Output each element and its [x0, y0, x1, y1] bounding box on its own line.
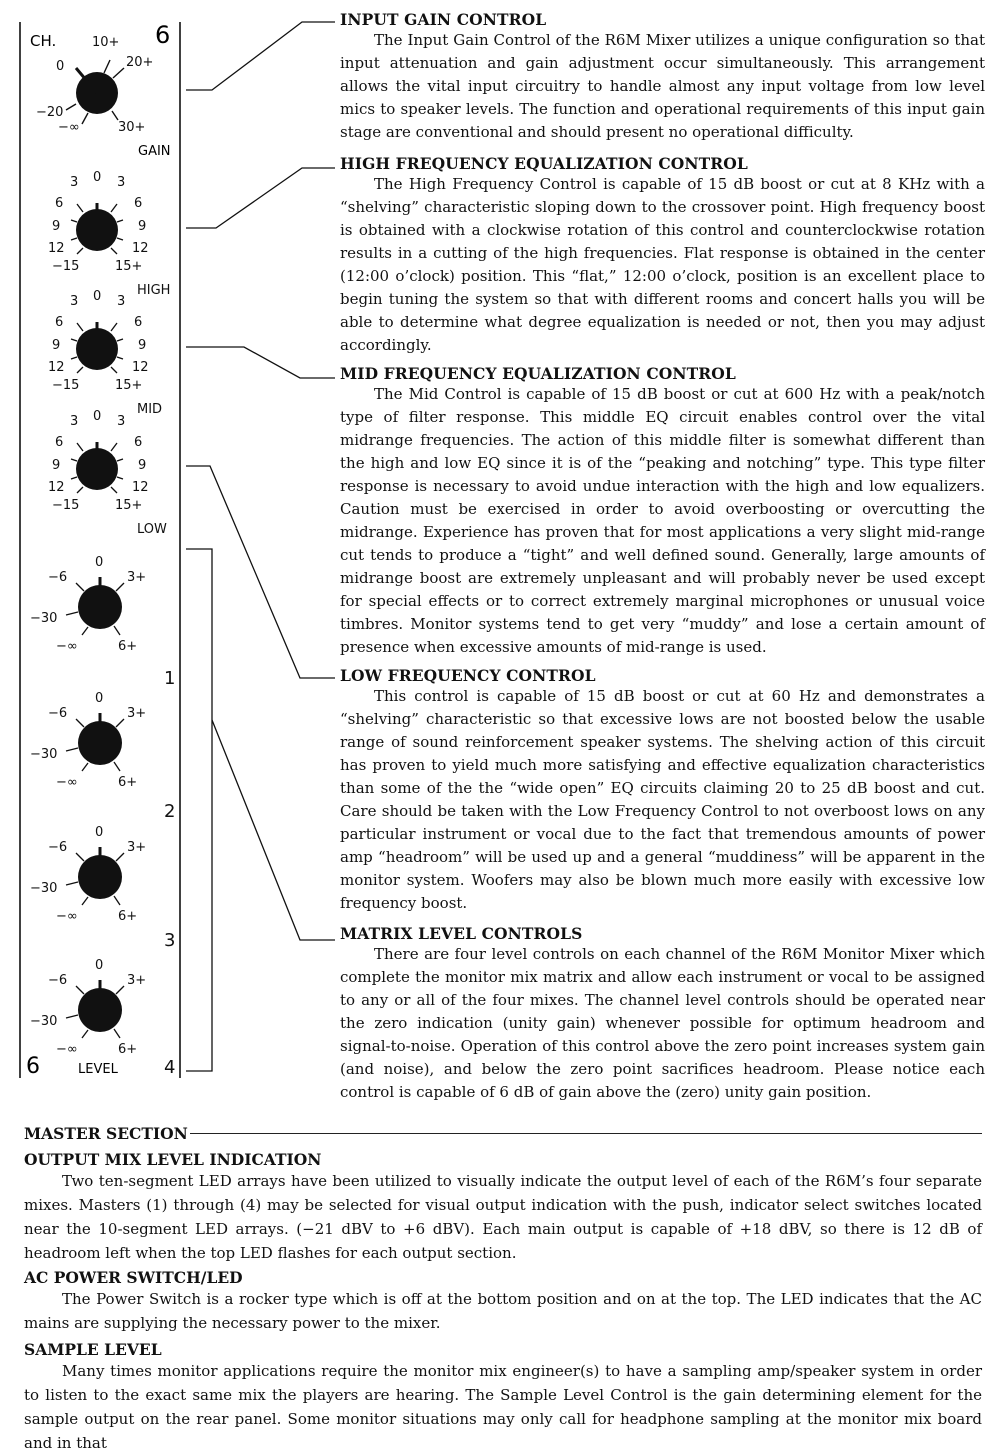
sample-level-title: SAMPLE LEVEL [24, 1340, 162, 1359]
high-eq-title: HIGH FREQUENCY EQUALIZATION CONTROL [340, 154, 748, 173]
master-section-rule [190, 1133, 982, 1134]
low-eq-body: This control is capable of 15 dB boost or cut at 60 Hz and demonstrates a “shelving” characteristic so that excessive lows are not boosted below the usable range of sound reinforcement speaker systems. The shelving action of this circuit has proven to yield much more satisfying and effective equalization characteristics than some of the the “wide open” EQ circuits claiming 20 to 25 dB boost and cut. Care should be taken with the Low Frequency Control to not overboost lows on any particular instrument or vocal due to the fact that tremendous amounts of power amp “headroom” will be used up and a general “muddiness” will be apparent in the monitor system. Woofers may also be blown much more easily with excessive low frequency boost. [340, 687, 985, 912]
eq-high-tick-left1: 6 [55, 196, 64, 211]
eq-mid-tick-left2: 9 [52, 338, 61, 353]
eq-mid-tick-right2: 9 [138, 338, 147, 353]
eq-low-tick-bottom-left: −15 [52, 498, 80, 513]
mid-eq-body: The Mid Control is capable of 15 dB boost or cut at 600 Hz with a peak/notch type of filter response. This middle EQ circuit enables control over the vital midrange frequencies. The action of this middle filter is somewhat different than the high and low EQ since it is of the “peaking and notching” type. This type filter response is necessary to avoid undue interaction with the high and low equalizers. Caution must be exercised in order to avoid overboosting or overcutting the midrange. Experience has proven that for most applications a very slight mid-range cut tends to produce a “tight” and well defined sound. Generally, large amounts of midrange boost are extremely unpleasant and will probably never be used except for special effects or to correct extremely marginal microphones or unusual voice timbres. Monitor systems tend to get very “muddy” and lose a certain amount of presence when excessive amounts of mid-range is used. [340, 385, 985, 656]
eq-high-tick-right2: 9 [138, 219, 147, 234]
section-ac-power [24, 1268, 982, 1335]
level-4-tick-left: −30 [30, 1014, 58, 1029]
level-1-tick-upper-right: 3+ [127, 570, 147, 585]
gain-tick-10: 10+ [92, 35, 120, 50]
callout-leaders [186, 22, 335, 1071]
section-input-gain [340, 10, 985, 144]
level-2-tick-left: −30 [30, 747, 58, 762]
eq-mid-tick-left3: 12 [48, 360, 65, 375]
output-mix-body: Two ten-segment LED arrays have been utilized to visually indicate the output level of each of the R6M’s four separate mixes. Masters (1) through (4) may be selected for visual output indication with the push, indicator select switches located near the 10-segment LED arrays. (−21 dBV to +6 dBV). Each main output is capable of +18 dBV, so there is 12 dB of headroom left when the top LED flashes for each output section. [24, 1172, 982, 1262]
high-eq-body: The High Frequency Control is capable of 15 dB boost or cut at 8 KHz with a “shelving” characteristic sloping down to the crossover point. High frequency boost is obtained with a clockwise rotation of this control and counterclockwise rotation results in a cutting of the high frequencies. Flat response is obtained in the center (12:00 o’clock) position. This “flat,” 12:00 o’clock, position is an excellent place to begin tuning the system so that with different rooms and concert halls you will be able to determine what degree equalization is needed or not, then you may adjust accordingly. [340, 175, 985, 354]
level-knob-number-3: 3 [164, 930, 176, 951]
level-2-tick-bottom-right: 6+ [118, 775, 138, 790]
eq-low-tick-bottom-right: 15+ [115, 498, 143, 513]
eq-mid-tick-top-right: 3 [117, 294, 126, 309]
channel-strip-diagram [0, 0, 340, 1090]
master-section-title: MASTER SECTION [24, 1124, 188, 1143]
level-1-tick-upper-left: −6 [48, 570, 68, 585]
leader-input-gain [186, 22, 335, 90]
eq-mid-tick-top-left: 3 [70, 294, 79, 309]
level-1-tick-bottom-right: 6+ [118, 639, 138, 654]
eq-section-label-low: LOW [137, 522, 167, 537]
bracket-level [186, 549, 212, 1071]
eq-high-tick-right1: 6 [134, 196, 143, 211]
leader-matrix-level [212, 720, 335, 940]
eq-high-tick-left2: 9 [52, 219, 61, 234]
level-knob-number-2: 2 [164, 801, 176, 822]
level-3-tick-bottom-right: 6+ [118, 909, 138, 924]
level-3-tick-upper-left: −6 [48, 840, 68, 855]
eq-mid-tick-bottom-left: −15 [52, 378, 80, 393]
level-2-tick-bottom-left: −∞ [56, 775, 78, 790]
output-mix-title: OUTPUT MIX LEVEL INDICATION [24, 1150, 322, 1169]
level-knob-1[interactable] [66, 577, 124, 635]
eq-low-tick-left1: 6 [55, 435, 64, 450]
level-knob-2[interactable] [66, 713, 124, 771]
eq-low-tick-left2: 9 [52, 458, 61, 473]
gain-tick-30: 30+ [118, 120, 146, 135]
level-2-tick-upper-left: −6 [48, 706, 68, 721]
eq-low-tick-right2: 9 [138, 458, 147, 473]
level-4-tick-upper-left: −6 [48, 973, 68, 988]
leader-low-eq [186, 466, 335, 678]
low-eq-title: LOW FREQUENCY CONTROL [340, 666, 596, 685]
leader-high-eq [186, 168, 335, 228]
gain-knob[interactable] [66, 60, 124, 124]
section-low-eq [340, 666, 985, 915]
eq-knob-low[interactable] [71, 442, 123, 493]
level-2-tick-top: 0 [95, 691, 104, 706]
eq-low-tick-top-right: 3 [117, 414, 126, 429]
eq-high-tick-bottom-right: 15+ [115, 259, 143, 274]
eq-low-tick-top: 0 [93, 409, 102, 424]
eq-low-tick-top-left: 3 [70, 414, 79, 429]
eq-section-label-mid: MID [137, 402, 163, 417]
level-knob-number-1: 1 [164, 668, 176, 689]
gain-tick-minus-infinity: −∞ [58, 120, 80, 135]
gain-tick-20: 20+ [126, 55, 154, 70]
level-3-tick-top: 0 [95, 825, 104, 840]
section-output-mix [24, 1150, 982, 1265]
ac-power-title: AC POWER SWITCH/LED [24, 1268, 243, 1287]
eq-high-tick-left3: 12 [48, 241, 65, 256]
eq-mid-tick-right1: 6 [134, 315, 143, 330]
mid-eq-title: MID FREQUENCY EQUALIZATION CONTROL [340, 364, 736, 383]
eq-low-tick-left3: 12 [48, 480, 65, 495]
eq-mid-tick-bottom-right: 15+ [115, 378, 143, 393]
eq-high-tick-top-right: 3 [117, 175, 126, 190]
level-4-tick-top: 0 [95, 958, 104, 973]
eq-knob-mid[interactable] [71, 322, 123, 373]
input-gain-body: The Input Gain Control of the R6M Mixer utilizes a unique configuration so that input attenuation and gain adjustment occur simultaneously. This arrangement allows the vital input circuitry to handle almost any input voltage from low level mics to speaker levels. The function and operational requirements of this input gain stage are conventional and should present no operational difficulty. [340, 31, 985, 141]
level-1-tick-bottom-left: −∞ [56, 639, 78, 654]
channel-number-bottom: 6 [26, 1054, 40, 1079]
level-knob-4[interactable] [66, 980, 124, 1038]
level-3-tick-upper-right: 3+ [127, 840, 147, 855]
eq-high-tick-bottom-left: −15 [52, 259, 80, 274]
section-matrix-level [340, 924, 985, 1104]
level-label: LEVEL [78, 1062, 118, 1077]
matrix-level-title: MATRIX LEVEL CONTROLS [340, 924, 583, 943]
eq-low-tick-right3: 12 [132, 480, 149, 495]
eq-section-label-high: HIGH [137, 283, 171, 298]
level-1-tick-top: 0 [95, 555, 104, 570]
level-1-tick-left: −30 [30, 611, 58, 626]
eq-mid-tick-left1: 6 [55, 315, 64, 330]
eq-high-tick-right3: 12 [132, 241, 149, 256]
level-2-tick-upper-right: 3+ [127, 706, 147, 721]
section-sample-level [24, 1340, 982, 1455]
matrix-level-body: There are four level controls on each channel of the R6M Monitor Mixer which complete the monitor mix matrix and allow each instrument or vocal to be assigned to any or all of the four mixes. The channel level controls should be operated near the zero indication (unity gain) whenever possible for optimum headroom and signal-to-noise. Operation of this control above the zero point increases system gain (and noise), and below the zero point sacrifices headroom. Please notice each control is capable of 6 dB of gain above the (zero) unity gain position. [340, 945, 985, 1101]
section-mid-eq [340, 364, 985, 659]
eq-high-tick-top: 0 [93, 170, 102, 185]
eq-high-tick-top-left: 3 [70, 175, 79, 190]
level-4-tick-bottom-left: −∞ [56, 1042, 78, 1057]
channel-number: 6 [155, 21, 171, 49]
eq-mid-tick-top: 0 [93, 289, 102, 304]
eq-low-tick-right1: 6 [134, 435, 143, 450]
level-3-tick-left: −30 [30, 881, 58, 896]
level-3-tick-bottom-left: −∞ [56, 909, 78, 924]
eq-knob-high[interactable] [71, 203, 123, 254]
level-4-tick-upper-right: 3+ [127, 973, 147, 988]
ac-power-body: The Power Switch is a rocker type which is off at the bottom position and on at the top. The LED indicates that the AC mains are supplying the necessary power to the mixer. [24, 1290, 982, 1332]
section-high-eq [340, 154, 985, 357]
level-4-tick-bottom-right: 6+ [118, 1042, 138, 1057]
level-knob-number-4: 4 [164, 1057, 176, 1078]
input-gain-title: INPUT GAIN CONTROL [340, 10, 547, 29]
eq-mid-tick-right3: 12 [132, 360, 149, 375]
channel-label: CH. [30, 32, 57, 50]
gain-tick-0: 0 [56, 59, 65, 74]
leader-mid-eq [186, 347, 335, 378]
level-knob-3[interactable] [66, 847, 124, 905]
gain-tick-minus20: −20 [36, 105, 64, 120]
gain-section-label: GAIN [138, 144, 171, 159]
sample-level-body: Many times monitor applications require the monitor mix engineer(s) to have a sampling amp/speaker system in order to listen to the exact same mix the players are hearing. The Sample Level Control is the gain determining element for the sample output on the rear panel. Some monitor situations may only call for headphone sampling at the monitor mix board and in that [24, 1362, 982, 1452]
